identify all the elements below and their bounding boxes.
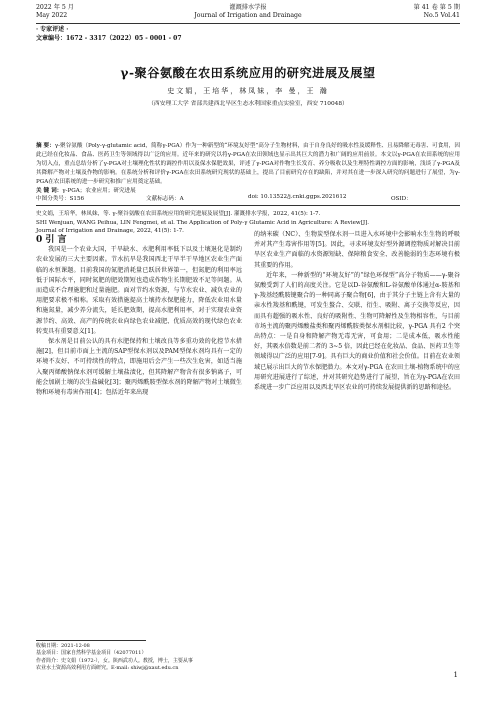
body-paragraph: 我国是一个农业大国，干旱缺水、水肥利用率低下以及土壤退化是制约农业发展的三大主要因素。节水抗旱是我国西北干旱半干旱地区农业生产面临的永恒课题。目前我国的氮肥消耗量已跃居世界第一，但氮肥的利用率远低于国际水平，同时氮肥的肥效期短也造成作物生长期肥效不足等问题。从而造成不合理施肥和过量施肥。面对节约水资源，与节水农业、减负农业的用肥要求极不相称。采取有效措施提高土壤持水保肥能力，降低农业用水量和施氮量，减少养分流失，延长肥效期，提高水肥利用率，对于实现农业资源节约、高效、高产的传统农业向绿色农业减肥、优质高效的现代绿色农业转变具有重要意义[1]。: [36, 246, 242, 335]
section-heading: 0 引 言: [36, 235, 67, 245]
footnote: [36, 643, 242, 673]
fund-info: 基金项目：国家自然科学基金项目（42077011）: [36, 650, 147, 657]
article-meta: [36, 26, 182, 43]
author-list: 史文娟，王培华，林凤妹，李 曼，王 瀚: [167, 87, 329, 95]
keywords-label: 关 键 词：: [36, 187, 63, 194]
page-number: 1: [453, 671, 458, 679]
document-code: 文献标志码：A: [146, 196, 184, 202]
header-date-zh: 2022 年 5 月: [36, 4, 74, 11]
citation-top-rule: [36, 205, 460, 206]
abstract-label: 摘 要：: [36, 143, 55, 149]
clc-number: 中图分类号：S156: [36, 196, 85, 202]
citation-zh: 史文娟，王培华，林凤妹，等. γ-聚谷氨酸在农田系统应用的研究进展及展望[J]. 灌溉排水学报，2022, 41(5): 1-7.: [36, 211, 321, 217]
keywords-text: γ-PGA；农业应用；研究进展: [62, 187, 136, 194]
author-email: 农业水土资源高效利用方面研究。E-mail: shiwj@xaut.edu.cn: [36, 665, 179, 672]
abstract-text: γ-聚谷氨酸（Poly-γ-glutamic acid，简称γ-PGA）作为一种新型的“环境友好型”高分子生物材料，由于自身良好的吸水性及缓释性、且易降解无毒害、可食用，因此已经在化妆品、食品、医药卫生等领域得以广泛的应用。近年来的研究以将γ-PGA在农田领域也显示出其巨大的潜力和广阔的应用前景。本文以γ-PGA在农田系统的应用为切入点，重点总结分析了γ-PGA对土壤理化性状的调控作用以及保水保肥效果，评述了γ-PGA对作物生长发育、养分吸收以及生理特性调控方面的影响，浅谈了γ-PGA及其降解产物对土壤及作物的影响。在系统分析和评价γ-PGA在农田系统研究现状的基础上，提出了目前研究存在的缺陷，并对其在进一步深入研究的问题进行了展望，为γ-PGA在农田系统的进一步研究和推广应用奠定基础。: [36, 143, 460, 185]
article-number: 文章编号：1672 - 3317（2022）05 - 0001 - 07: [36, 34, 182, 42]
citation-en-line2: Journal of Irrigation and Drainage, 2022, 41(5): 1-7.: [36, 228, 184, 235]
abstract: [36, 142, 460, 195]
column-label: · 专家评述 ·: [36, 26, 69, 33]
paper-title: γ-聚谷氨酸在农田系统应用的研究进展及展望: [120, 66, 376, 80]
received-date: 收稿日期：2021-12-08: [36, 643, 90, 649]
body-paragraph: 保水剂是目前公认的具有水肥保持和土壤改良等多重功效的化控节水措施[2]，但目前市面上主流的SAP型保水剂以及PAM型保水剂均具有一定的环境不友好、不可持续性的特点，即施用后会产生一些次生危害，如适当施入聚丙烯酸钠保水剂可缓解土壤盐渍化，但其降解产物含有很多钠离子，可能会加剧土壤的次生盐碱化[3]；聚丙烯酰胺型保水剂的降解产物对土壤微生物和环境有毒害作用[4]；包括近年来出现: [36, 338, 242, 397]
footnote-rule: [36, 640, 146, 641]
header-rule: [36, 23, 460, 24]
header-volume-en: No.5 Vol.41: [423, 12, 460, 19]
header-journal: [36, 4, 460, 20]
author-bio: 作者简介：史文娟（1972-），女。陕西武功人。教授，博士，主要从事: [36, 657, 193, 664]
affiliation: （西安理工大学 省部共建西北旱区生态水利国家重点实验室，西安 710048）: [148, 101, 348, 107]
body-paragraph: 近年来，一种新型的“环境友好”的“绿色环保型”高分子物质——γ-聚谷氨酸受到了人们的高度关注。它是以D-谷氨酸和L-谷氨酸单体通过α-胺基和γ-羧基经酰胺键聚合的一种同离子聚合物[6]，由于其分子主链上含有大量的亲水性羧基和酰键，可发生螯合、交联、衍生、吸附、离子交换等反应，因而具有超强的吸水性、良好的吸附性、生物可降解性及生物相容性，与目前市场主流的聚丙烯酸盐类和聚丙烯酰胺类保水剂相比较，γ-PGA 具有2 个突出特点：一是自身和降解产物无毒无害，可食用；二是成本低，吸水性能好，其吸水倍数是前二者的 3~5 倍，因此已经在化妆品、食品、医药卫生等领域得以广泛的应用[7-9]。具有巨大的商业价值和社会价值。目前在农业领域已展示出巨大的节水保肥潜力。本文对γ-PGA 在农田土壤-植物系统中的应用研究进展进行了综述，并对其研究趋势进行了展望，旨在为γ-PGA在农田系统进一步广泛应用以及西北旱区农业的可持续发展提供新的思路和途径。: [254, 271, 460, 392]
header-volume: [414, 4, 460, 20]
left-column: [36, 235, 242, 398]
body-paragraph: 的纳米碳（NC）、生物炭型保水剂一旦进入水环境中会影响水生生物的呼吸并对其产生毒害作用等[5]。因此，寻求环境友好型外源调控物质对解决目前旱区农业生产面临的水资源短缺、保障粮食安全、改善脆弱的生态环境有极其重要的作用。: [254, 231, 460, 269]
doi-link[interactable]: doi: 10.13522/j.cnki.ggps.2021612: [248, 194, 347, 200]
header-journal-en: Journal of Irrigation and Drainage: [194, 12, 302, 19]
header-date-en: May 2022: [36, 12, 68, 19]
citation-en-line1: SHI Wenjuan, WANG Peihua, LIN Fengmei, et al. The Application of Poly-γ Glutamic Acid in Agriculture: A Review[J].: [36, 219, 370, 226]
right-column: [254, 230, 460, 393]
osid-label: OSID：: [391, 196, 412, 202]
header-journal-zh: 灌溉排水学报: [229, 4, 267, 11]
header-volume-zh: 第 41 卷 第 5 期: [413, 4, 460, 11]
